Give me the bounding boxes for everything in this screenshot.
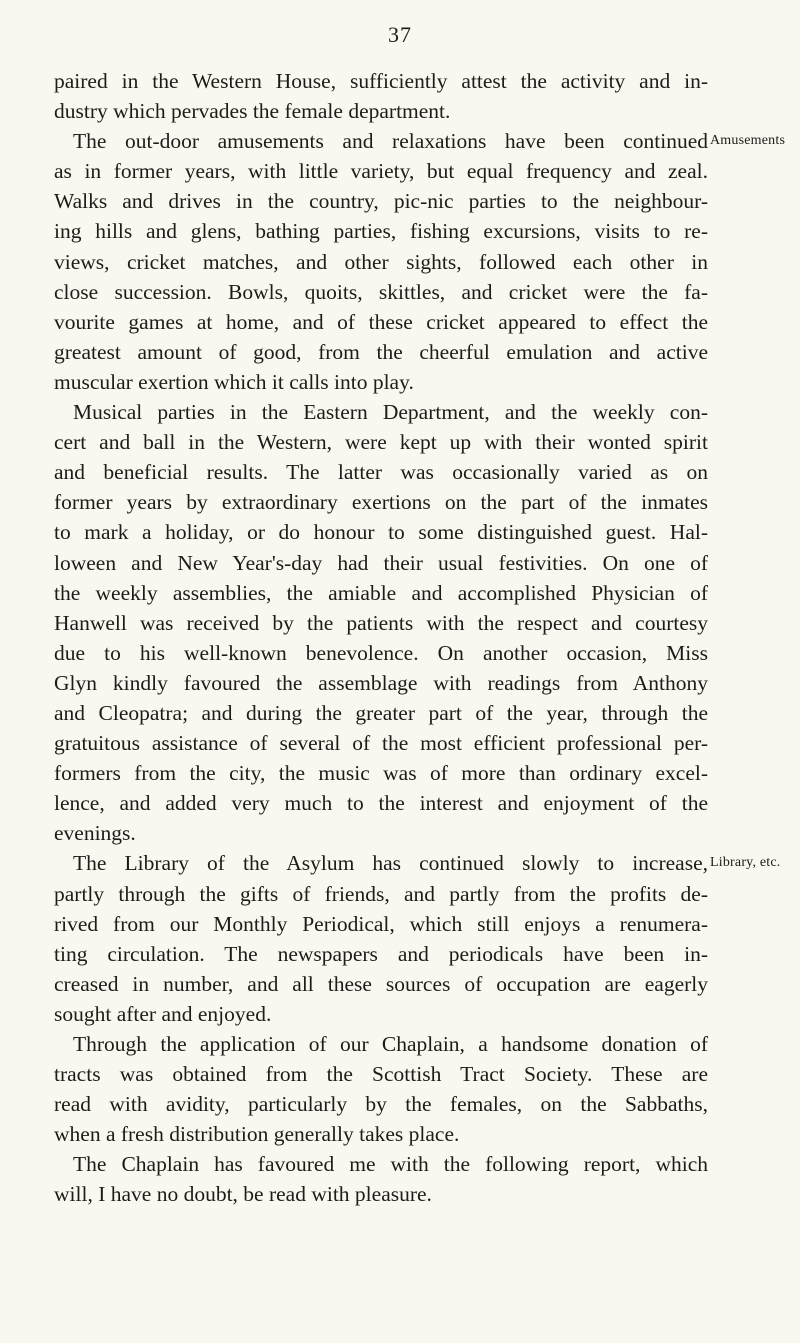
text-line-content: The Chaplain has favoured me with the following report, which [73,1152,708,1177]
text-line [54,548,708,578]
text-line-content: dustry which pervades the female department. [54,99,451,124]
text-line-content: the weekly assemblies, the amiable and accomplished Physician of [54,580,708,605]
text-line [54,216,708,246]
text-line-content: close succession. Bowls, quoits, skittles, and cricket were the fa- [54,279,708,304]
text-line-content: Through the application of our Chaplain, a handsome donation of [73,1032,708,1056]
text-line [54,397,708,427]
text-line-content: former years by extraordinary exertions on the part of the inmates [54,490,708,515]
text-line-content: views, cricket matches, and other sights, followed each other in [54,249,708,274]
text-line-content: vourite games at home, and of these cricket appeared to effect the [54,309,708,334]
text-line [54,578,708,608]
text-line [54,1059,708,1089]
text-line [54,969,708,999]
text-line [54,1089,708,1119]
text-line-content: rived from our Monthly Periodical, which still enjoys a renumera- [54,911,708,936]
text-line-content: sought after and enjoyed. [54,1001,272,1026]
text-line-content: Glyn kindly favoured the assemblage with readings from Anthony [54,670,708,695]
text-line-content: partly through the gifts of friends, and partly from the profits de- [54,881,708,906]
text-line [54,1149,708,1179]
text-line [54,277,708,307]
margin-note: Library, etc. [710,855,781,871]
margin-note: Amusements [710,133,786,149]
text-line-content: greatest amount of good, from the cheerful emulation and active [54,339,708,364]
text-line-content: due to his well-known benevolence. On another occasion, Miss [54,640,708,665]
text-line [54,457,708,487]
text-line [54,788,708,818]
text-line-content: The out-door amusements and relaxations have been continued [73,129,708,154]
text-line [54,156,708,186]
text-line [54,517,708,547]
text-line-content: cert and ball in the Western, were kept up with their wonted spirit [54,430,708,455]
text-line [54,66,708,96]
text-line-content: creased in number, and all these sources of occupation are eagerly [54,971,708,996]
text-line [54,427,708,457]
body-text [54,66,786,1210]
text-line [54,698,708,728]
text-line [54,126,786,156]
text-line-content: ing hills and glens, bathing parties, fishing excursions, visits to re- [54,219,708,244]
text-line-content: when a fresh distribution generally takes place. [54,1122,460,1147]
text-line [54,939,708,969]
text-line [54,818,708,848]
text-line-content: to mark a holiday, or do honour to some distinguished guest. Hal- [54,520,708,545]
text-line [54,608,708,638]
text-line [54,337,708,367]
text-line-content: and Cleopatra; and during the greater part of the year, through the [54,700,708,725]
text-line-content: Hanwell was received by the patients with the respect and courtesy [54,610,708,635]
text-line [54,247,708,277]
text-line-content: Walks and drives in the country, pic-nic parties to the neighbour- [54,189,708,214]
text-line [54,728,708,758]
text-line-content: ting circulation. The newspapers and periodicals have been in- [54,941,708,966]
text-line [54,1179,708,1209]
text-line-content: will, I have no doubt, be read with pleasure. [54,1182,432,1207]
text-line-content: lence, and added very much to the interest and enjoyment of the [54,791,708,816]
text-line [54,186,708,216]
text-line-content: The Library of the Asylum has continued slowly to increase, [73,851,708,876]
text-line [54,879,708,909]
text-line [54,999,708,1029]
text-line [54,758,708,788]
text-line-content: formers from the city, the music was of more than ordinary excel- [54,761,708,786]
text-line-content: loween and New Year's-day had their usual festivities. On one of [54,550,708,575]
text-line [54,1119,708,1149]
text-line-content: Musical parties in the Eastern Department, and the weekly con- [73,400,708,425]
text-line-content: evenings. [54,821,136,846]
page-number: 37 [388,22,412,47]
text-line [54,487,708,517]
text-line [54,638,708,668]
text-line [54,96,708,126]
text-line [54,848,781,878]
text-line [54,1029,708,1059]
text-line-content: paired in the Western House, sufficiently attest the activity and in- [54,69,708,93]
text-line [54,668,708,698]
text-line [54,909,708,939]
text-line-content: tracts was obtained from the Scottish Tract Society. These are [54,1062,708,1087]
text-line-content: as in former years, with little variety, but equal frequency and zeal. [54,159,708,184]
text-line [54,367,708,397]
text-line-content: gratuitous assistance of several of the most efficient professional per- [54,731,708,756]
text-line-content: muscular exertion which it calls into play. [54,369,414,394]
text-line [54,307,708,337]
text-line-content: and beneficial results. The latter was occasionally varied as on [54,460,708,485]
text-line-content: read with avidity, particularly by the females, on the Sabbaths, [54,1092,708,1117]
